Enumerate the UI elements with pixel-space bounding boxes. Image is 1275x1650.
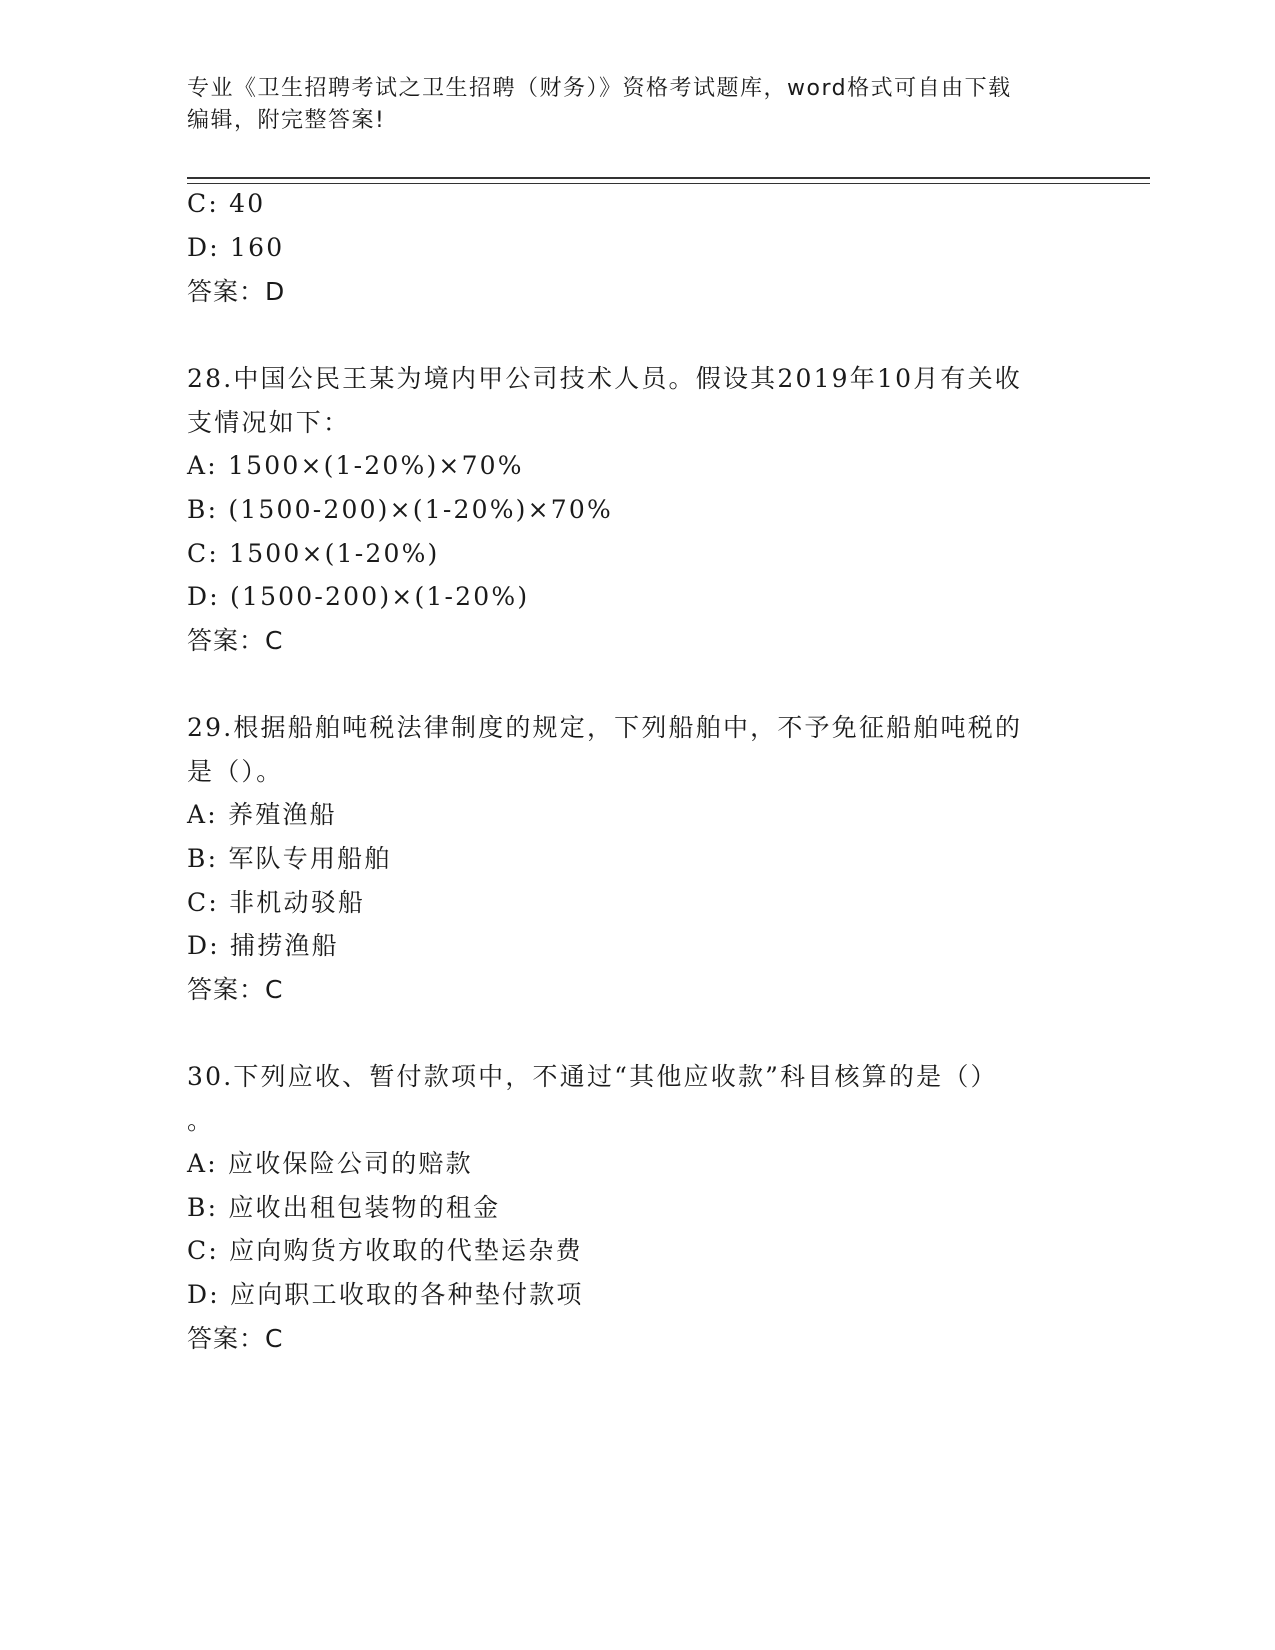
q29-option-d: D: 捕捞渔船 bbox=[187, 931, 339, 960]
q30-option-c: C: 应向购货方收取的代垫运杂费 bbox=[187, 1236, 583, 1265]
q28-option-c: C: 1500×(1-20%) bbox=[187, 539, 440, 568]
q29-option-a: A: 养殖渔船 bbox=[187, 800, 337, 829]
header-line-2: 编辑，附完整答案! bbox=[187, 108, 386, 133]
q29-stem-line-1: 29.根据船舶吨税法律制度的规定，下列船舶中，不予免征船舶吨税的 bbox=[187, 713, 1023, 742]
q30-option-d: D: 应向职工收取的各种垫付款项 bbox=[187, 1280, 584, 1309]
q28-option-b: B: (1500-200)×(1-20%)×70% bbox=[187, 495, 613, 524]
q30-stem-line-1: 30.下列应收、暂付款项中，不通过“其他应收款”科目核算的是（） bbox=[187, 1062, 998, 1091]
q29-option-c: C: 非机动驳船 bbox=[187, 888, 366, 917]
q28-answer: 答案：C bbox=[187, 626, 284, 655]
q28-option-a: A: 1500×(1-20%)×70% bbox=[187, 451, 524, 480]
q29-stem-line-2: 是（）。 bbox=[187, 757, 284, 786]
q30-option-b: B: 应收出租包装物的租金 bbox=[187, 1193, 501, 1222]
page-header bbox=[187, 73, 1087, 137]
q28-stem-line-1: 28.中国公民王某为境内甲公司技术人员。假设其2019年10月有关收 bbox=[187, 364, 1022, 393]
q30-answer: 答案：C bbox=[187, 1324, 284, 1353]
q28-stem-line-2: 支情况如下： bbox=[187, 408, 351, 437]
header-line-1: 专业《卫生招聘考试之卫生招聘（财务）》资格考试题库，word格式可自由下载 bbox=[187, 76, 1012, 101]
prev-option-c: C: 40 bbox=[187, 189, 266, 218]
q30-stem-line-2: 。 bbox=[187, 1106, 215, 1135]
q28-option-d: D: (1500-200)×(1-20%) bbox=[187, 582, 530, 611]
q29-answer: 答案：C bbox=[187, 975, 284, 1004]
q30-option-a: A: 应收保险公司的赔款 bbox=[187, 1149, 473, 1178]
prev-option-d: D: 160 bbox=[187, 233, 285, 262]
header-divider bbox=[187, 177, 1150, 184]
prev-answer: 答案：D bbox=[187, 277, 286, 306]
q29-option-b: B: 军队专用船舶 bbox=[187, 844, 392, 873]
